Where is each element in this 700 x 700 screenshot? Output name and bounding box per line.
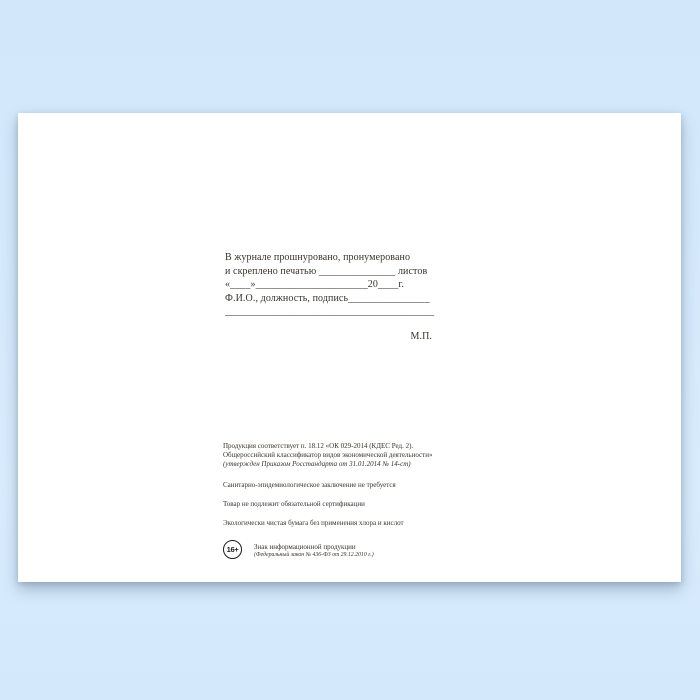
age-16-badge-icon <box>223 540 242 559</box>
age-16-badge-label: 16+ <box>226 545 239 554</box>
age-mark-row <box>223 540 483 559</box>
stamp-placeholder: М.П. <box>410 330 432 342</box>
compliance-notice-block <box>223 442 483 559</box>
age-mark-text <box>254 540 374 559</box>
product-standard-line-3: (утвержден Приказом Росстандарта от 31.01.2014 № 14-ст) <box>223 460 411 468</box>
product-standard-paragraph <box>223 442 483 469</box>
stitch-line-signature: Ф.И.О., должность, подпись________________ <box>225 292 430 304</box>
eco-paper-notice: Экологически чистая бумага без применения хлора и кислот <box>223 519 404 527</box>
stitch-line-date: «____»______________________20____г. <box>225 279 405 290</box>
journal-back-page <box>18 113 681 582</box>
age-mark-title: Знак информационной продукции <box>254 543 356 551</box>
certification-notice: Товар не подлежит обязательной сертификации <box>223 500 365 508</box>
stitch-line-2: и скреплено печатью _______________ листов <box>225 265 428 277</box>
stitch-line-blank: _________________________________________ <box>225 306 435 317</box>
sanitary-notice: Санитарно-эпидемиологическое заключение не требуется <box>223 481 396 489</box>
product-standard-line-2: Общероссийский классификатор видов экономической деятельности» <box>223 451 433 459</box>
stitch-certification-block <box>225 251 437 343</box>
product-standard-line-1: Продукция соответствует п. 18.12 «ОК 029-2014 (КДЕС Ред. 2). <box>223 442 414 450</box>
age-mark-law: (Федеральный закон № 436-ФЗ от 29.12.2010 г.) <box>254 552 374 558</box>
stitch-line-1: В журнале прошнуровано, пронумеровано <box>225 252 411 263</box>
